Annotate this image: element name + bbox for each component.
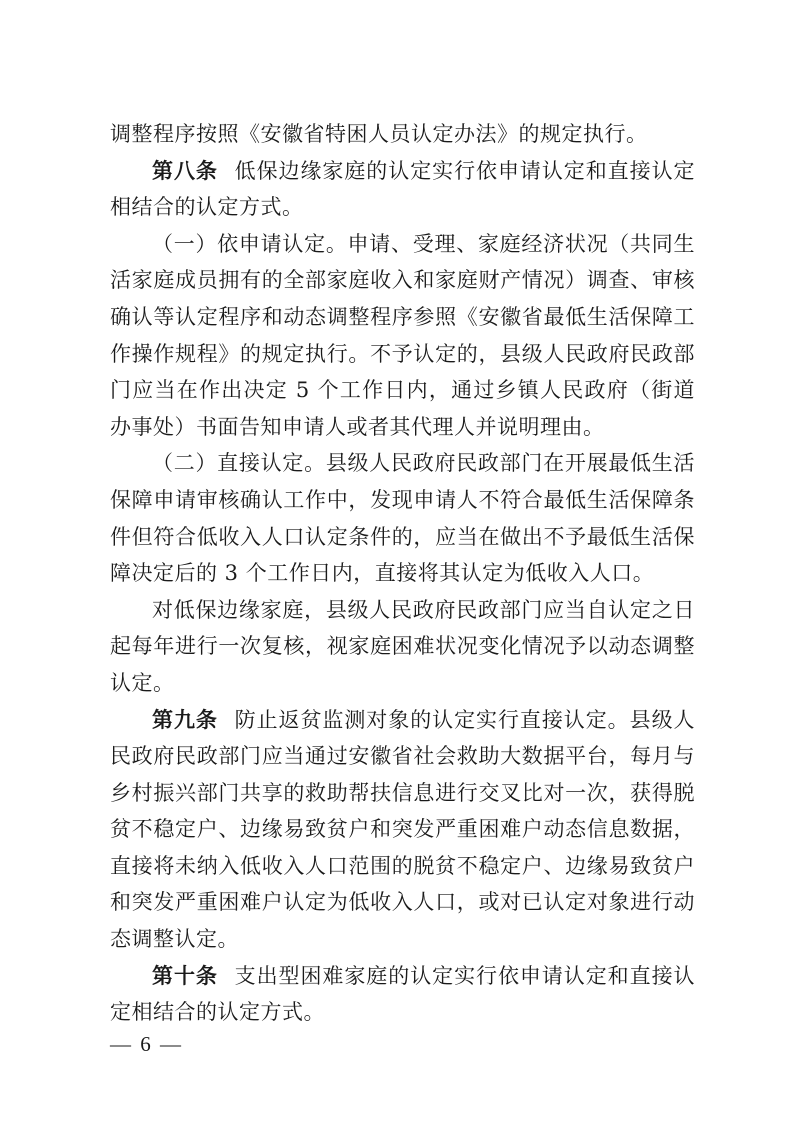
page-number: — 6 —	[110, 1032, 183, 1056]
article-heading: 第八条	[152, 158, 218, 183]
paragraph-text: 调整程序按照《安徽省特困人员认定办法》的规定执行。	[110, 122, 648, 146]
article-heading: 第十条	[152, 963, 218, 988]
paragraph-continuation	[110, 116, 695, 153]
paragraph-annual-review	[110, 592, 695, 702]
article-9	[110, 702, 695, 958]
paragraph-text: 对低保边缘家庭，县级人民政府民政部门应当自认定之日起每年进行一次复核，视家庭困难状况变化情况予以动态调整认定。	[110, 597, 695, 695]
document-body	[110, 116, 695, 1031]
article-8	[110, 153, 695, 226]
paragraph-text: 低保边缘家庭的认定实行依申请认定和直接认定相结合的认定方式。	[110, 158, 696, 220]
clause-direct-recognition	[110, 445, 695, 591]
paragraph-text: （一）依申请认定。申请、受理、家庭经济状况（共同生活家庭成员拥有的全部家庭收入和家庭财产情况）调查、审核确认等认定程序和动态调整程序参照《安徽省最低生活保障工作操作规程》的规定执行。不予认定的，县级人民政府民政部门应当在作出决定 5 个工作日内，通过乡镇人民政府（街道办事处）书面告知申请人或者其代理人并说明理由。	[110, 231, 695, 439]
paragraph-text: 支出型困难家庭的认定实行依申请认定和直接认定相结合的认定方式。	[110, 963, 696, 1025]
clause-apply-recognition	[110, 226, 695, 446]
article-heading: 第九条	[152, 707, 218, 732]
paragraph-text: （二）直接认定。县级人民政府民政部门在开展最低生活保障申请审核确认工作中，发现申请人不符合最低生活保障条件但符合低收入人口认定条件的，应当在做出不予最低生活保障决定后的 3 个工作日内，直接将其认定为低收入人口。	[110, 451, 695, 586]
article-10	[110, 958, 695, 1031]
paragraph-text: 防止返贫监测对象的认定实行直接认定。县级人民政府民政部门应当通过安徽省社会救助大数据平台，每月与乡村振兴部门共享的救助帮扶信息进行交叉比对一次，获得脱贫不稳定户、边缘易致贫户和突发严重困难户动态信息数据，直接将未纳入低收入人口范围的脱贫不稳定户、边缘易致贫户和突发严重困难户认定为低收入人口，或对已认定对象进行动态调整认定。	[110, 707, 696, 952]
